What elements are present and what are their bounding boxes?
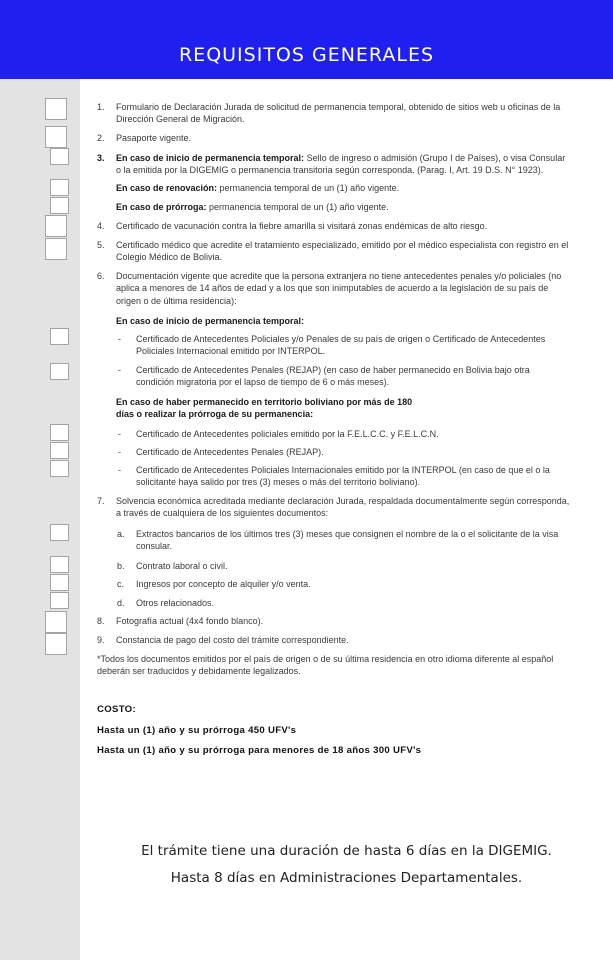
requirement-3-text: Sello de ingreso o admisión (Grupo I de Países), o visa Consular o la emitida por la DIGEMIG o permanencia transitoria según corresponda. (Parag. I, Art. 19 D.S. N° 1923).	[116, 153, 566, 176]
checkbox[interactable]	[50, 363, 69, 380]
requirement-6-felcc: Certificado de Antecedentes policiales emitido por la F.E.L.C.C. y F.E.L.C.N.	[136, 429, 439, 439]
item-number: 5.	[97, 240, 105, 250]
requirement-3-lead: En caso de inicio de permanencia temporal:	[116, 153, 305, 163]
checkbox[interactable]	[50, 424, 69, 441]
checkbox[interactable]	[45, 633, 67, 655]
item-number: 9.	[97, 635, 105, 645]
checkbox[interactable]	[50, 460, 69, 477]
duration-line-1: El trámite tiene una duración de hasta 6 días en la DIGEMIG.	[141, 843, 552, 859]
requirement-6: Documentación vigente que acredite que la persona extranjera no tiene antecedentes penales y/o policiales (no aplica a menores de 14 años de edad y a los que son inimputables de acuerdo a la legislación de su país de origen o de última residencia):	[116, 271, 562, 306]
cost-line-2: Hasta un (1) año y su prórroga para menores de 18 años 300 UFV's	[97, 745, 422, 756]
requirement-6-police-certificate: Certificado de Antecedentes Policiales y/o Penales de su país de origen o Certificado de Antecedentes Policiales Internacional emitido por INTERPOL.	[136, 334, 546, 357]
requirement-2: Pasaporte vigente.	[116, 133, 192, 143]
sub-item-letter: b.	[117, 561, 125, 571]
requirement-3-extension	[116, 201, 570, 213]
requirement-6-rejap: Certificado de Antecedentes Penales (REJAP) (en caso de haber permanecido en Bolivia bajo otra condición migratoria por el lapso de tiempo de 6 o más meses).	[136, 365, 530, 388]
checkbox[interactable]	[50, 328, 69, 345]
checkbox[interactable]	[50, 197, 69, 214]
cost-heading: COSTO:	[97, 704, 136, 715]
sub-item-letter: d.	[117, 598, 125, 608]
checkbox[interactable]	[45, 611, 67, 633]
extension-lead: En caso de prórroga:	[116, 202, 207, 212]
bullet-dash: -	[118, 447, 121, 457]
cost-line-1: Hasta un (1) año y su prórroga 450 UFV's	[97, 725, 297, 736]
sub-item-letter: a.	[117, 529, 125, 539]
item-number: 2.	[97, 133, 105, 143]
checkbox[interactable]	[45, 126, 67, 148]
checkbox[interactable]	[45, 98, 67, 120]
requirement-8: Fotografía actual (4x4 fondo blanco).	[116, 616, 264, 626]
sub-item-letter: c.	[117, 579, 125, 589]
checkbox[interactable]	[45, 238, 67, 260]
requirement-9: Constancia de pago del costo del trámite correspondiente.	[116, 635, 349, 645]
checkbox[interactable]	[50, 592, 69, 609]
item-number: 1.	[97, 102, 105, 112]
requirement-4: Certificado de vacunación contra la fiebre amarilla si visitará zonas endémicas de alto riesgo.	[116, 221, 488, 231]
requirement-6-subheading-2: En caso de haber permanecido en territorio boliviano por más de 180 días o realizar la prórroga de su permanencia:	[116, 397, 413, 420]
checkbox[interactable]	[45, 215, 67, 237]
header-bar	[0, 0, 613, 79]
checkbox[interactable]	[50, 574, 69, 591]
left-margin-band	[0, 0, 80, 960]
requirement-3	[116, 152, 572, 177]
page-title: REQUISITOS GENERALES	[178, 44, 435, 66]
bullet-dash: -	[118, 429, 121, 439]
renewal-lead: En caso de renovación:	[116, 183, 218, 193]
requirement-7-rental-income: Ingresos por concepto de alquiler y/o venta.	[136, 579, 311, 589]
item-number: 3.	[97, 153, 105, 163]
renewal-text: permanencia temporal de un (1) año vigente.	[217, 183, 400, 193]
requirement-6-subheading-1: En caso de inicio de permanencia temporal:	[116, 316, 305, 326]
requirement-7-contract: Contrato laboral o civil.	[136, 561, 228, 571]
item-number: 8.	[97, 616, 105, 626]
item-number: 6.	[97, 271, 105, 281]
checkbox[interactable]	[50, 148, 69, 165]
requirement-6-interpol: Certificado de Antecedentes Policiales Internacionales emitido por la INTERPOL (en caso de que el o la solicitante haya salido por tres (3) meses o más del territorio boliviano).	[136, 465, 550, 488]
checkbox[interactable]	[50, 442, 69, 459]
requirement-3-renewal	[116, 182, 570, 194]
checkbox[interactable]	[50, 179, 69, 196]
translation-note: *Todos los documentos emitidos por el país de origen o de su última residencia en otro idioma diferente al español deberán ser traducidos y debidamente legalizados.	[97, 654, 554, 677]
requirement-7-bank-statements: Extractos bancarios de los últimos tres (3) meses que consignen el nombre de la o el solicitante de la visa consular.	[136, 529, 559, 552]
bullet-dash: -	[118, 365, 121, 375]
item-number: 4.	[97, 221, 105, 231]
requirement-6-rejap-penal: Certificado de Antecedentes Penales (REJAP).	[136, 447, 324, 457]
requirement-5: Certificado médico que acredite el tratamiento especializado, emitido por el médico especialista con registro en el Colegio Médico de Bolivia.	[116, 240, 569, 263]
bullet-dash: -	[118, 334, 121, 344]
duration-line-2: Hasta 8 días en Administraciones Departamentales.	[170, 870, 523, 886]
checkbox[interactable]	[50, 556, 69, 573]
item-number: 7.	[97, 496, 105, 506]
extension-text: permanencia temporal de un (1) año vigente.	[206, 202, 389, 212]
requirement-1: Formulario de Declaración Jurada de solicitud de permanencia temporal, obtenido de sitios web u oficinas de la Dirección General de Migración.	[116, 102, 561, 125]
requirement-7-other: Otros relacionados.	[136, 598, 215, 608]
bullet-dash: -	[118, 465, 121, 475]
checkbox[interactable]	[50, 524, 69, 541]
requirement-7: Solvencia económica acreditada mediante declaración Jurada, respaldada documentalmente según corresponda, a través de cualquiera de los siguientes documentos:	[116, 496, 570, 519]
